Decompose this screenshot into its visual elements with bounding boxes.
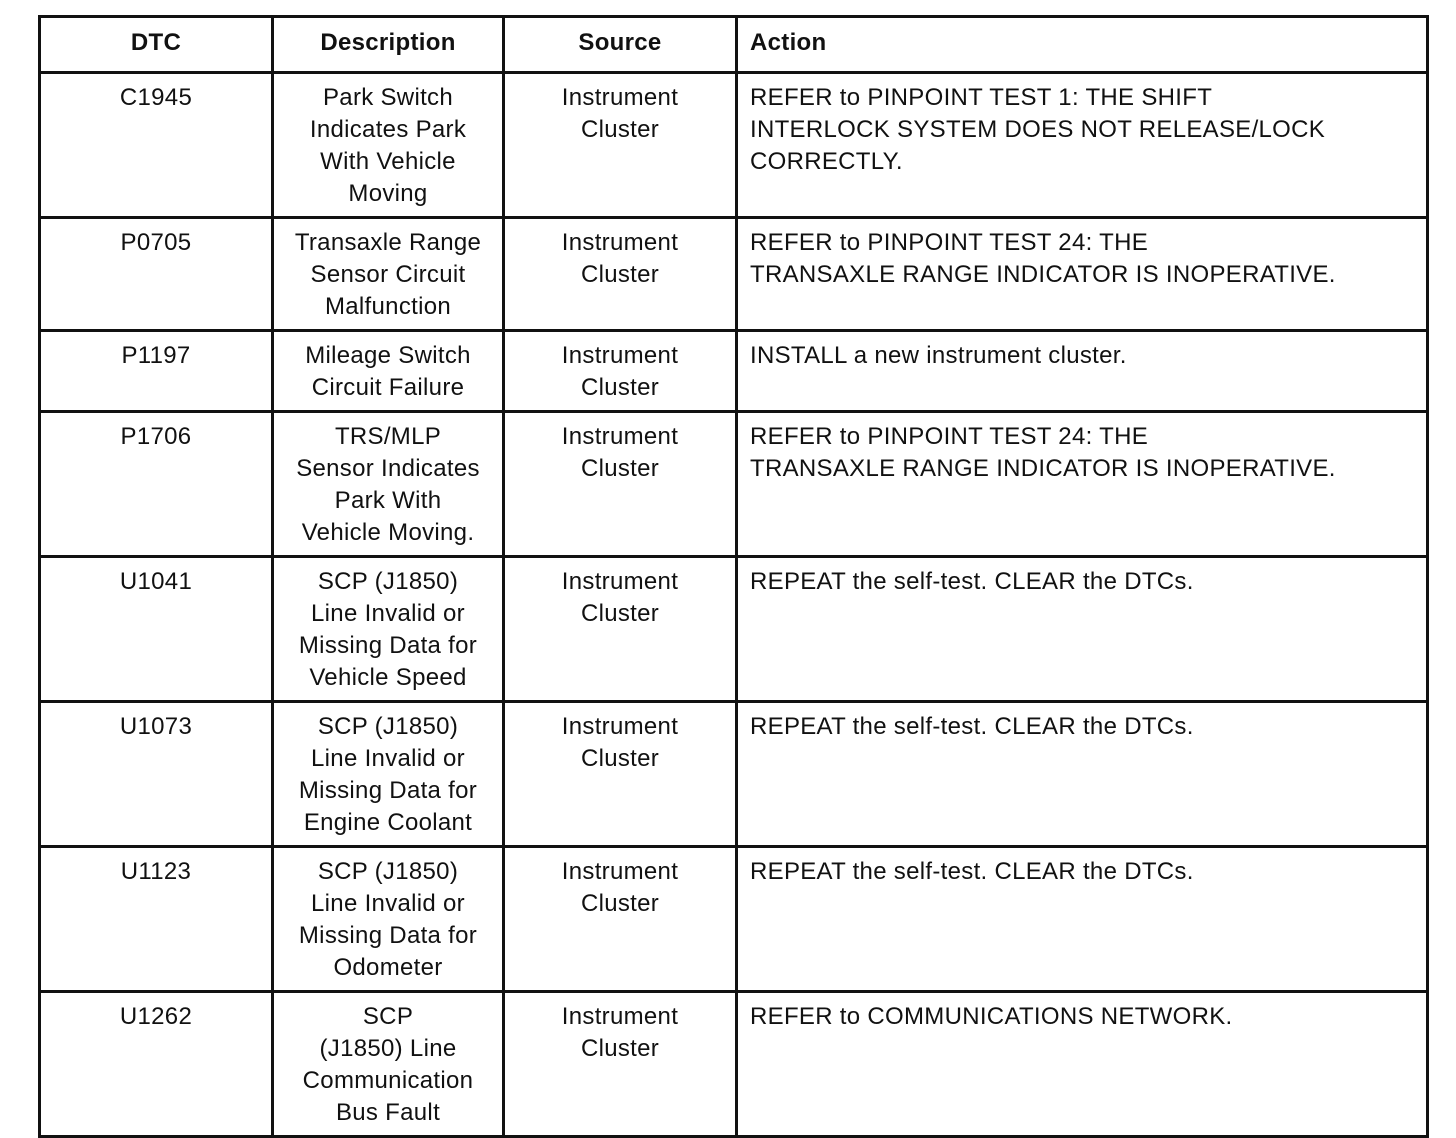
dtc-description-text: TRS/MLP Sensor Indicates Park With Vehicle Moving. bbox=[296, 423, 480, 546]
dtc-action bbox=[737, 73, 1428, 218]
dtc-action bbox=[737, 847, 1428, 992]
dtc-description-text: SCP (J1850) Line Communication Bus Fault bbox=[302, 1003, 474, 1126]
dtc-code: C1945 bbox=[40, 73, 273, 218]
dtc-code: U1073 bbox=[40, 702, 273, 847]
dtc-description-text: SCP (J1850) Line Invalid or Missing Data for Odometer bbox=[298, 858, 478, 981]
table-row bbox=[40, 412, 1428, 557]
dtc-code: U1041 bbox=[40, 557, 273, 702]
column-header-dtc: DTC bbox=[40, 17, 273, 73]
table-row bbox=[40, 218, 1428, 331]
dtc-description bbox=[273, 412, 504, 557]
column-header-action: Action bbox=[737, 17, 1428, 73]
dtc-description-text: SCP (J1850) Line Invalid or Missing Data for Engine Coolant bbox=[298, 713, 478, 836]
dtc-action bbox=[737, 557, 1428, 702]
dtc-description bbox=[273, 331, 504, 412]
dtc-description-text: Transaxle Range Sensor Circuit Malfunction bbox=[294, 229, 482, 320]
dtc-description-text: Mileage Switch Circuit Failure bbox=[305, 342, 471, 401]
dtc-source-text: Instrument Cluster bbox=[561, 84, 679, 143]
dtc-source-text: Instrument Cluster bbox=[561, 229, 679, 288]
column-header-description: Description bbox=[273, 17, 504, 73]
dtc-source-text: Instrument Cluster bbox=[561, 568, 679, 627]
dtc-source-text: Instrument Cluster bbox=[561, 858, 679, 917]
dtc-action-text: REFER to PINPOINT TEST 1: THE SHIFT INTERLOCK SYSTEM DOES NOT RELEASE/LOCK CORRECTLY. bbox=[750, 84, 1326, 175]
dtc-source bbox=[504, 73, 737, 218]
table-row bbox=[40, 73, 1428, 218]
dtc-source bbox=[504, 847, 737, 992]
dtc-source bbox=[504, 702, 737, 847]
dtc-action-text: REFER to PINPOINT TEST 24: THE TRANSAXLE RANGE INDICATOR IS INOPERATIVE. bbox=[750, 423, 1336, 482]
dtc-source-text: Instrument Cluster bbox=[561, 713, 679, 772]
table-header-row bbox=[40, 17, 1428, 73]
dtc-source bbox=[504, 412, 737, 557]
dtc-action-text: REFER to COMMUNICATIONS NETWORK. bbox=[750, 1003, 1233, 1030]
dtc-action-text: REPEAT the self-test. CLEAR the DTCs. bbox=[750, 568, 1194, 595]
dtc-source bbox=[504, 992, 737, 1137]
dtc-code: U1262 bbox=[40, 992, 273, 1137]
dtc-source-text: Instrument Cluster bbox=[561, 423, 679, 482]
table-row bbox=[40, 557, 1428, 702]
dtc-source-text: Instrument Cluster bbox=[561, 1003, 679, 1062]
dtc-code: P1706 bbox=[40, 412, 273, 557]
dtc-source bbox=[504, 557, 737, 702]
dtc-code: P1197 bbox=[40, 331, 273, 412]
dtc-action-text: INSTALL a new instrument cluster. bbox=[750, 342, 1127, 369]
dtc-source-text: Instrument Cluster bbox=[561, 342, 679, 401]
dtc-description bbox=[273, 557, 504, 702]
dtc-action bbox=[737, 218, 1428, 331]
dtc-description-text: Park Switch Indicates Park With Vehicle Moving bbox=[309, 84, 467, 207]
dtc-action-text: REPEAT the self-test. CLEAR the DTCs. bbox=[750, 713, 1194, 740]
dtc-source bbox=[504, 218, 737, 331]
dtc-action-text: REPEAT the self-test. CLEAR the DTCs. bbox=[750, 858, 1194, 885]
dtc-action-text: REFER to PINPOINT TEST 24: THE TRANSAXLE RANGE INDICATOR IS INOPERATIVE. bbox=[750, 229, 1336, 288]
table-row bbox=[40, 992, 1428, 1137]
column-header-source: Source bbox=[504, 17, 737, 73]
dtc-code: U1123 bbox=[40, 847, 273, 992]
dtc-source bbox=[504, 331, 737, 412]
dtc-action bbox=[737, 702, 1428, 847]
dtc-description bbox=[273, 73, 504, 218]
table-row bbox=[40, 331, 1428, 412]
dtc-action bbox=[737, 331, 1428, 412]
dtc-code: P0705 bbox=[40, 218, 273, 331]
dtc-action bbox=[737, 992, 1428, 1137]
dtc-description bbox=[273, 702, 504, 847]
dtc-action bbox=[737, 412, 1428, 557]
table-row bbox=[40, 847, 1428, 992]
dtc-description-text: SCP (J1850) Line Invalid or Missing Data for Vehicle Speed bbox=[298, 568, 478, 691]
dtc-description bbox=[273, 218, 504, 331]
dtc-description bbox=[273, 992, 504, 1137]
table-row bbox=[40, 702, 1428, 847]
dtc-description bbox=[273, 847, 504, 992]
dtc-table bbox=[38, 15, 1429, 1138]
